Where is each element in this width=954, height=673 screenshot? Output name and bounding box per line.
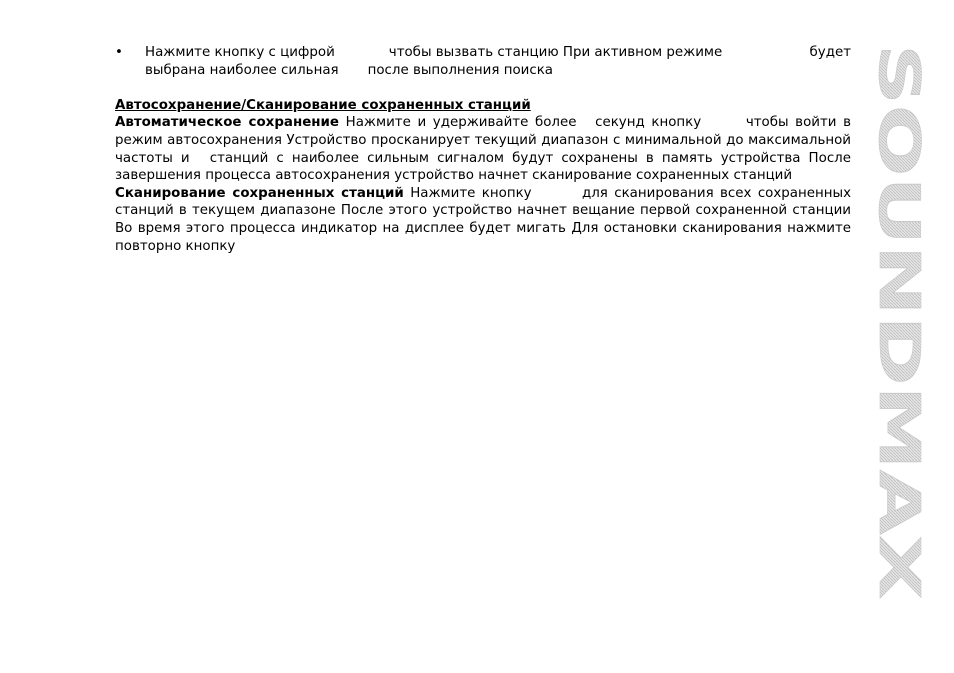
bullet-text-after-search: после выполнения поиска <box>367 62 553 78</box>
auto-store-text-2: секунд кнопку <box>595 115 702 131</box>
auto-store-text-1: Нажмите и удерживайте более <box>345 115 577 131</box>
brand-logo <box>862 44 931 600</box>
bullet-icon: • <box>115 45 123 60</box>
bullet-list-item <box>115 44 851 79</box>
bullet-text-strongest: выбрана наиболее сильная <box>145 62 339 78</box>
bullet-text-will-be: будет <box>809 45 851 60</box>
auto-store-title: Автоматическое сохранение <box>115 115 339 131</box>
paragraph-spacer <box>115 79 851 97</box>
bullet-text-press-digit: Нажмите кнопку с цифрой <box>145 45 335 60</box>
auto-store-text-4: станций с наиболее сильным сигналом будут сохранены в память устройства После завершения процесса автосохранения устройство начнет сканирование сохраненных станций <box>115 150 851 184</box>
brand-logo-graphic <box>862 44 931 600</box>
scan-title: Сканирование сохраненных станций <box>115 185 404 201</box>
auto-store-paragraph <box>115 114 851 184</box>
scan-text-1: Нажмите кнопку <box>410 185 532 201</box>
page-content <box>115 44 851 255</box>
section-heading: Автосохранение/Сканирование сохраненных станций <box>115 97 531 113</box>
brand-wordmark: SOUNDMAX <box>866 44 931 414</box>
bullet-text-call-station: чтобы вызвать станцию При активном режиме <box>388 45 723 60</box>
scan-text-2: для сканирования всех сохраненных станций в текущем диапазоне После этого устройство начнет вещание первой сохраненной станции Во время этого процесса индикатор на дисплее будет мигать Для остановки сканирования нажмите повторно кнопку <box>115 185 852 254</box>
bullet-line-2 <box>145 62 851 80</box>
scan-paragraph <box>115 185 851 255</box>
auto-store-text-3: чтобы войти в режим автосохранения Устройство просканирует текущий диапазон с минимальной до максимальной частоты и <box>115 115 851 166</box>
bullet-line-1 <box>145 44 851 62</box>
